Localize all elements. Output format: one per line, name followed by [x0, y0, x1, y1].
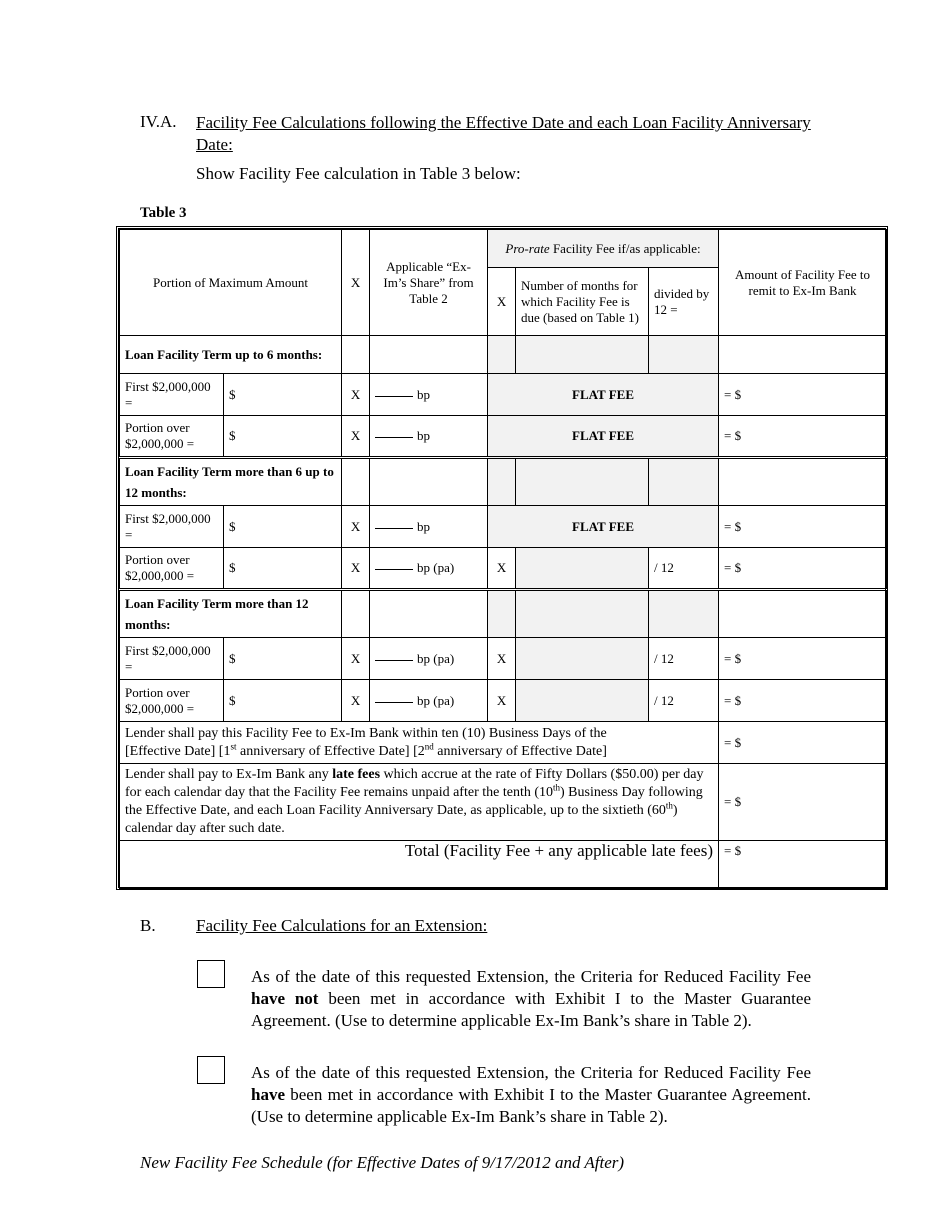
times-sign: X	[342, 680, 370, 722]
shaded-cell	[649, 458, 719, 506]
times-sign: X	[342, 506, 370, 548]
result-input[interactable]: = $	[719, 374, 887, 416]
shaded-cell	[649, 590, 719, 638]
divide-by-12: / 12	[649, 548, 719, 590]
criteria-not-met-checkbox[interactable]	[197, 960, 225, 988]
months-input[interactable]	[516, 638, 649, 680]
times-sign: X	[342, 548, 370, 590]
months-input[interactable]	[516, 548, 649, 590]
times-sign: X	[342, 374, 370, 416]
dollar-input[interactable]: $	[224, 638, 342, 680]
bp-unit: bp	[417, 518, 431, 534]
document-footer: New Facility Fee Schedule (for Effective Dates of 9/17/2012 and After)	[140, 1153, 625, 1172]
flat-fee: FLAT FEE	[488, 416, 719, 458]
payment-terms	[120, 722, 719, 764]
bp-unit: bp	[417, 386, 431, 402]
dollar-input[interactable]: $	[224, 548, 342, 590]
section-number: IV.A.	[140, 112, 177, 131]
criteria-not-met-text: As of the date of this requested Extension, the Criteria for Reduced Facility Fee have not been met in accordance with Exhibit I to the Master Guarantee Agreement. (Use to determine applicable Ex-Im Bank’s share in Table 2).	[251, 967, 811, 1030]
times-sign: X	[488, 638, 516, 680]
header-x2: X	[488, 268, 516, 336]
empty-cell	[342, 590, 370, 638]
row-label: First $2,000,000 =	[120, 638, 224, 680]
section-instruction: Show Facility Fee calculation in Table 3 below:	[196, 164, 521, 183]
table-row	[120, 638, 887, 680]
shaded-cell	[488, 336, 516, 374]
header-prorate	[488, 230, 719, 268]
bp-unit: bp (pa)	[417, 692, 455, 708]
group-title: Loan Facility Term up to 6 months:	[120, 336, 342, 374]
shaded-cell	[516, 336, 649, 374]
times-sign: X	[488, 548, 516, 590]
empty-cell	[342, 336, 370, 374]
table-label: Table 3	[140, 205, 187, 221]
shaded-cell	[488, 458, 516, 506]
times-sign: X	[488, 680, 516, 722]
result-input[interactable]: = $	[719, 416, 887, 458]
months-input[interactable]	[516, 680, 649, 722]
empty-cell	[719, 336, 887, 374]
empty-cell	[370, 458, 488, 506]
flat-fee: FLAT FEE	[488, 374, 719, 416]
divide-by-12: / 12	[649, 638, 719, 680]
criteria-met-checkbox[interactable]	[197, 1056, 225, 1084]
bp-unit: bp (pa)	[417, 650, 455, 666]
row-label: Portion over $2,000,000 =	[120, 680, 224, 722]
bp-input[interactable]	[370, 680, 488, 722]
section-b-title: Facility Fee Calculations for an Extension:	[196, 916, 488, 935]
bp-input[interactable]	[370, 638, 488, 680]
empty-cell	[719, 590, 887, 638]
row-label: Portion over $2,000,000 =	[120, 416, 224, 458]
table-row	[120, 548, 887, 590]
section-b-number: B.	[140, 916, 156, 935]
payment-terms-line-1: Lender shall pay this Facility Fee to Ex-Im Bank within ten (10) Business Days of the	[125, 725, 607, 741]
criteria-met-text: As of the date of this requested Extension, the Criteria for Reduced Facility Fee have been met in accordance with Exhibit I to the Master Guarantee Agreement. (Use to determine applicable Ex-Im Bank’s share in Table 2).	[251, 1063, 811, 1126]
bp-input[interactable]	[370, 548, 488, 590]
row-label: Portion over $2,000,000 =	[120, 548, 224, 590]
bp-input[interactable]	[370, 374, 488, 416]
result-input[interactable]: = $	[719, 638, 887, 680]
shaded-cell	[649, 336, 719, 374]
result-input[interactable]: = $	[719, 506, 887, 548]
header-portion: Portion of Maximum Amount	[120, 230, 342, 336]
empty-cell	[370, 336, 488, 374]
result-input[interactable]: = $	[719, 680, 887, 722]
total-label: Total (Facility Fee + any applicable late fees)	[120, 841, 719, 889]
shaded-cell	[516, 458, 649, 506]
header-prorate-rest: Facility Fee if/as applicable:	[549, 240, 701, 256]
late-fees-terms: Lender shall pay to Ex-Im Bank any late fees which accrue at the rate of Fifty Dollars ($50.00) per day for each calendar day that the Facility Fee remains unpaid after the tenth (10th) Business Day following the Effective Date, and each Loan Facility Anniversary Date, as applicable, up to the sixtieth (60th) calendar day after such date.	[120, 764, 719, 841]
times-sign: X	[342, 416, 370, 458]
bp-unit: bp (pa)	[417, 560, 455, 575]
bp-input[interactable]	[370, 416, 488, 458]
shaded-cell	[488, 590, 516, 638]
total-result-input[interactable]: = $	[719, 841, 887, 889]
header-x: X	[342, 230, 370, 336]
table-row	[120, 416, 887, 458]
bp-input[interactable]	[370, 506, 488, 548]
dollar-input[interactable]: $	[224, 506, 342, 548]
dollar-input[interactable]: $	[224, 680, 342, 722]
result-input[interactable]: = $	[719, 548, 887, 590]
row-label: First $2,000,000 =	[120, 374, 224, 416]
empty-cell	[719, 458, 887, 506]
result-input[interactable]: = $	[719, 722, 887, 764]
header-divided: divided by 12 =	[649, 268, 719, 336]
table-row	[120, 374, 887, 416]
header-amount: Amount of Facility Fee to remit to Ex-Im Bank	[719, 230, 887, 336]
table-row	[120, 680, 887, 722]
payment-terms-line-2: [Effective Date] [1st anniversary of Effective Date] [2nd anniversary of Effective Date]	[125, 740, 607, 759]
empty-cell	[370, 590, 488, 638]
result-input[interactable]: = $	[719, 764, 887, 841]
section-title: Facility Fee Calculations following the Effective Date and each Loan Facility Anniversary Date:	[196, 113, 811, 154]
shaded-cell	[516, 590, 649, 638]
times-sign: X	[342, 638, 370, 680]
flat-fee: FLAT FEE	[488, 506, 719, 548]
dollar-input[interactable]: $	[224, 416, 342, 458]
empty-cell	[342, 458, 370, 506]
dollar-input[interactable]: $	[224, 374, 342, 416]
group-title: Loan Facility Term more than 12 months:	[120, 590, 342, 638]
bp-unit: bp	[417, 428, 431, 443]
header-prorate-italic: Pro-rate	[505, 240, 550, 256]
table-row	[120, 506, 887, 548]
group-title: Loan Facility Term more than 6 up to 12 months:	[120, 458, 342, 506]
header-months: Number of months for which Facility Fee is due (based on Table 1)	[516, 268, 649, 336]
header-share: Applicable “Ex-Im’s Share” from Table 2	[370, 230, 488, 336]
row-label: First $2,000,000 =	[120, 506, 224, 548]
facility-fee-table	[119, 229, 887, 889]
divide-by-12: / 12	[649, 680, 719, 722]
